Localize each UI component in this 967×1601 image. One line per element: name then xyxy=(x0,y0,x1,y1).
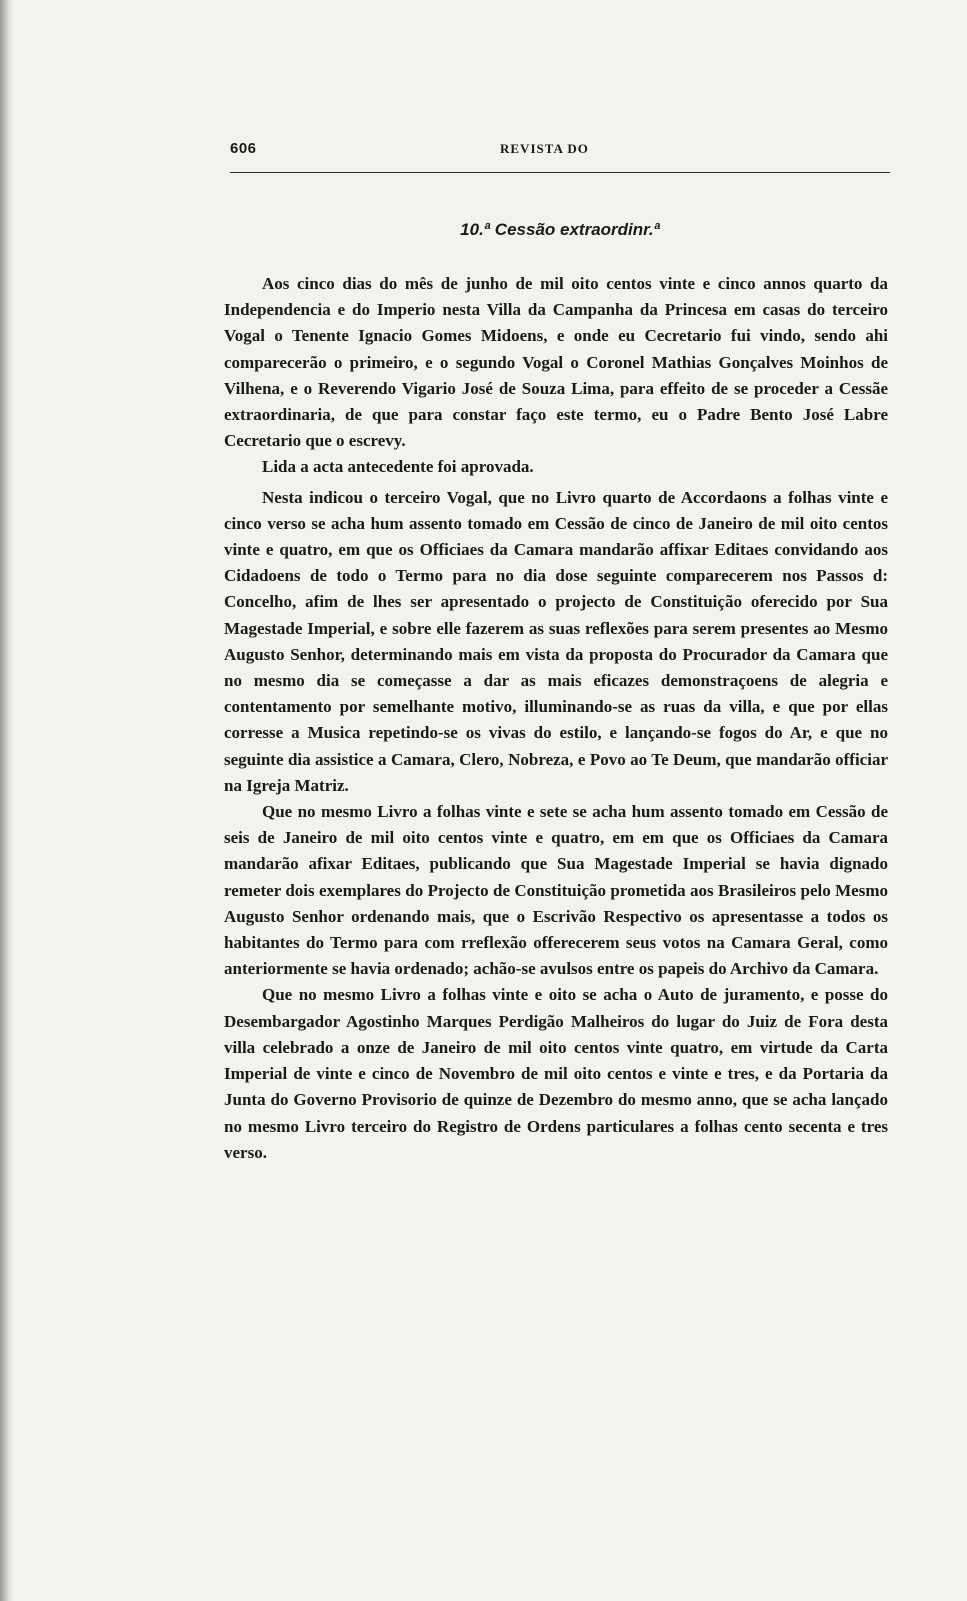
running-head: REVISTA DO xyxy=(500,141,589,156)
paragraph-5: Que no mesmo Livro a folhas vinte e oito se acha o Auto de juramento, e posse do Desembargador Agostinho Marques Perdigão Malheiros do lugar do Juiz de Fora desta villa celebrado a onze de Janeiro de mil oito centos vinte quatro, em virtude da Carta Imperial de vinte e cinco de Novembro de mil oito centos e vinte e tres, e da Portaria da Junta do Governo Provisorio de quinze de Dezembro do mesmo anno, que se acha lançado no mesmo Livro terceiro do Registro de Ordens particulares a folhas cento secenta e tres verso. xyxy=(224,985,888,1162)
paragraph-2: Lida a acta antecedente foi aprovada. xyxy=(262,457,534,477)
paragraph-3: Nesta indicou o terceiro Vogal, que no Livro quarto de Accordaons a folhas vinte e cinco verso se acha hum assento tomado em Cessão de cinco de Janeiro de mil oito centos vinte e quatro, em que os Officiaes da Camara mandarão affixar Editaes convidando aos Cidadoens de todo o Termo para no dia dose seguinte comparecerem nos Passos d: Concelho, afim de lhes ser apresentado o projecto de Constituição oferecido por Sua Magestade Imperial, e sobre elle fazerem as suas reflexões para serem presentes ao Mesmo Augusto Senhor, determinando mais em vista da proposta do Procurador da Camara que no mesmo dia se começasse a dar as mais eficazes demonstraçoens de alegria e contentamento por semelhante motivo, illuminando-se as ruas da villa, e que por ellas corresse a Musica repetindo-se os vivas do estilo, e lançando-se fogos do Ar, e que no seguinte dia assistice a Camara, Clero, Nobreza, e Povo ao Te Deum, que mandarão officiar na Igreja Matriz. xyxy=(224,487,888,795)
page-edge-shadow xyxy=(0,0,14,1601)
page-header xyxy=(230,140,890,164)
paragraph-4: Que no mesmo Livro a folhas vinte e sete se acha hum assento tomado em Cessão de seis de Janeiro de mil oito centos vinte e quatro, em em que os Officiaes da Camara mandarão afixar Editaes, publicando que Sua Magestade Imperial se havia dignado remeter dois exemplares do Projecto de Constituição prometida aos Brasileiros pelo Mesmo Augusto Senhor ordenando mais, que o Escrivão Respectivo os apresentasse a todos os habitantes do Termo para com rreflexão offerecerem seus votos na Camara Geral, como anteriormente se havia ordenado; achão-se avulsos entre os papeis do Archivo da Camara. xyxy=(224,802,888,979)
section-title: 10.ª Cessão extraordinr.ª xyxy=(460,220,660,239)
body-text xyxy=(224,271,888,1166)
page-number: 606 xyxy=(230,140,257,157)
paragraph-1: Aos cinco dias do mês de junho de mil oito centos vinte e cinco annos quarto da Independencia e do Imperio nesta Villa da Campanha da Princesa em casas do terceiro Vogal o Tenente Ignacio Gomes Midoens, e onde eu Cecretario fui vindo, sendo ahi comparecerão o primeiro, e o segundo Vogal o Coronel Mathias Gonçalves Moinhos de Vilhena, e o Reverendo Vigario José de Souza Lima, para effeito de se proceder a Cessãe extraordinaria, de que para constar faço este termo, eu o Padre Bento José Labre Cecretario que o escrevy. xyxy=(224,274,888,451)
header-rule xyxy=(230,172,890,173)
